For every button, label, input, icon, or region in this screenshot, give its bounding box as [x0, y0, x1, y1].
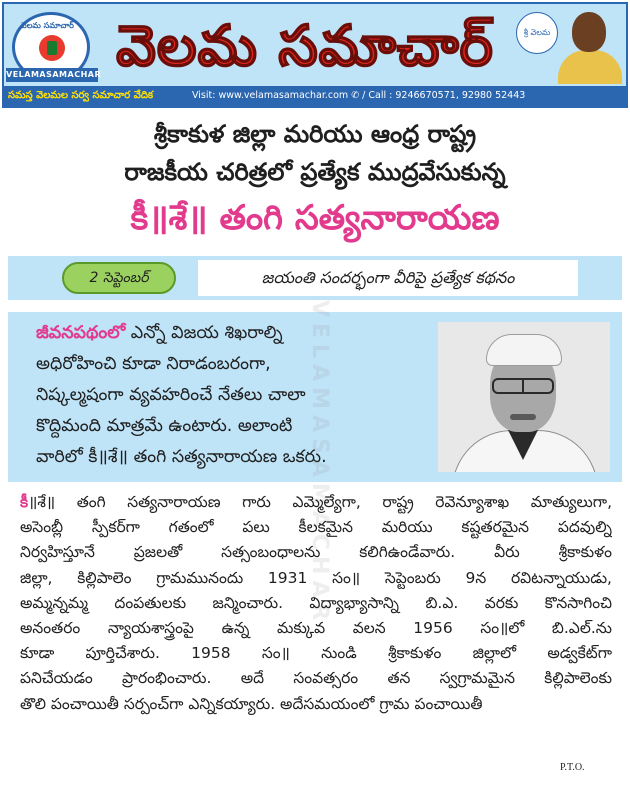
intro-line: నిష్కల్మషంగా వ్యవహరించే నేతలు చాలా [36, 385, 306, 405]
intro-line: అధిరోహించి కూడా నిరాడంబరంగా, [36, 354, 271, 374]
logo-ribbon: VELAMASAMACHAR [6, 68, 98, 82]
logo-ring-text: వెలమ సమాచార్ [21, 21, 74, 30]
intro-line: కొద్దిమంది మాత్రమే ఉంటారు. అలాంటి [36, 416, 293, 436]
article-line: పనిచేయడం ప్రారంభించారు. అదే సంవత్సరం తన స్వగ్రామమైన కిల్లిపాలెంకు [20, 669, 612, 688]
article-lead: కీ [20, 493, 29, 511]
article-line: తొలి పంచాయితీ సర్పంచ్‌గా ఎన్నికయ్యారు. అదేసమయంలో గ్రామ పంచాయితీ [20, 694, 483, 713]
glasses-icon [492, 378, 554, 394]
founder-portrait-icon [558, 8, 622, 84]
masthead-bar [4, 86, 626, 106]
masthead-tagline: సమస్త వెలమల సర్వ సమాచార వేదిక [8, 90, 154, 101]
intro-lead: జీవనపథంలో [36, 323, 126, 343]
article-line-text: ॥శే॥ తంగి సత్యనారాయణ గారు ఎమ్మెల్యేగా, రాష్ట్ర రెవెన్యూశాఖ మాత్యులుగా, [28, 493, 612, 511]
watermark: VELAMASAMACHAR [307, 300, 332, 627]
founder-badge: శ్రీ వెలమ [516, 12, 558, 54]
photo-mouth [510, 414, 536, 420]
masthead-title: వెలమ సమాచార్ [116, 13, 494, 79]
headline-box [2, 110, 628, 250]
headline-name: కీ॥శే॥ తంగి సత్యనారాయణ [130, 198, 500, 238]
article-line: నిర్వహిస్తూనే ప్రజలతో సత్సంబంధాలను కలిగిఉండేవారు. వీరు శ్రీకాకుళం [20, 543, 612, 562]
intro-paragraph [36, 318, 426, 473]
portrait-photo [438, 322, 610, 472]
masthead-contact: Visit: www.velamasamachar.com ✆ / Call : 9246670571, 92980 52443 [192, 90, 526, 101]
article-body [20, 490, 612, 717]
pto-label: P.T.O. [560, 762, 585, 773]
intro-line-text: ఎన్నో విజయ శిఖరాల్ని [125, 323, 283, 343]
founder-block [514, 6, 626, 90]
photo-hair [486, 334, 562, 366]
founder-head [572, 12, 606, 52]
masthead-banner [2, 2, 628, 108]
article-line: అసెంబ్లీ స్పీకర్‌గా గతంలో పలు కీలకమైన మరియు కష్టతరమైన పదవుల్ని [20, 518, 612, 537]
founder-shirt [558, 50, 622, 84]
emblem-icon [39, 35, 65, 61]
article-line: జిల్లా, కిల్లిపాలెం గ్రామమునందు 1931 సం॥ సెప్టెంబరు 9న రవిటన్నాయుడు, [20, 568, 612, 587]
intro-line [36, 318, 426, 349]
intro-line: వారిలో కీ॥శే॥ తంగి సత్యనారాయణ ఒకరు. [36, 447, 327, 467]
headline-line-1: శ్రీకాకుళ జిల్లా మరియు ఆంధ్ర రాష్ట్ర [153, 120, 477, 148]
date-badge: 2 సెప్టెంబర్ [62, 262, 176, 294]
date-strip [8, 256, 622, 300]
article-line: అనంతరం న్యాయశాస్త్రంపై ఉన్న మక్కువ వలన 1956 సం॥లో బి.ఎల్.ను [20, 619, 612, 638]
article-line [20, 490, 612, 515]
strip-caption: జయంతి సందర్భంగా వీరిపై ప్రత్యేక కథనం [198, 260, 578, 296]
article-line: అమ్మన్నమ్మ దంపతులకు జన్మించారు. విద్యాభ్యాసాన్ని బి.ఎ. వరకు కొనసాగించి [20, 593, 612, 612]
headline-line-2: రాజకీయ చరిత్రలో ప్రత్యేక ముద్రవేసుకున్న [124, 158, 506, 186]
article-line: కూడా పూర్తిచేశారు. 1958 సం॥ నుండి శ్రీకాకుళం జిల్లాలో అడ్వకేట్‌గా [20, 644, 612, 663]
